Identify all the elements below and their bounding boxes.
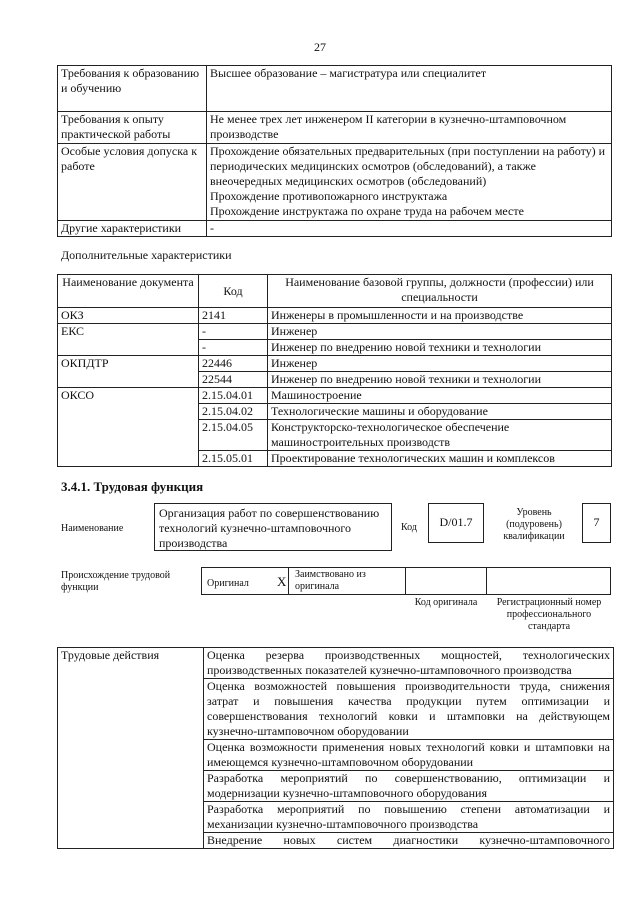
page-number: 27 (314, 40, 326, 54)
header-doc: Наименование документа (58, 275, 199, 308)
action-item: Разработка мероприятий по совершенствованию, оптимизации и модернизации кузнечно-штамповочного оборудования (204, 771, 614, 802)
cell-code: 22446 (199, 356, 268, 372)
function-code-box (428, 503, 484, 543)
header-code: Код (199, 275, 268, 308)
qualification-level-value: 7 (593, 515, 600, 529)
education-label: Требования к образованию и обучению (58, 66, 207, 112)
origin-original-cell (201, 567, 289, 595)
cell-code: - (199, 340, 268, 356)
function-code-label: Код (401, 522, 417, 533)
origin-original-label: Оригинал (207, 578, 249, 589)
reg-number-label: Регистрационный номер профессионального стандарта (496, 597, 602, 632)
origin-label: Происхождение трудовой функции (61, 570, 171, 593)
table-header-row (58, 275, 612, 308)
cell-name: Инженер по внедрению новой техники и технологии (268, 340, 612, 356)
other-value: - (207, 221, 612, 237)
action-item: Оценка возможности применения новых технологий ковки и штамповки на имеющемся кузнечно-штамповочном оборудовании (204, 740, 614, 771)
reg-number-cell (486, 567, 611, 595)
additional-table (57, 274, 612, 467)
table-row (58, 356, 612, 372)
cell-code: 2.15.04.02 (199, 404, 268, 420)
action-item: Внедрение новых систем диагностики кузнечно-штамповочного (204, 833, 614, 849)
action-item: Разработка мероприятий по повышению степени автоматизации и механизации кузнечно-штамповочного производства (204, 802, 614, 833)
qualification-level-box (582, 503, 611, 543)
table-row (58, 308, 612, 324)
cell-name: Проектирование технологических машин и комплексов (268, 451, 612, 467)
cell-name: Технологические машины и оборудование (268, 404, 612, 420)
cell-name: Инженеры в промышленности и на производстве (268, 308, 612, 324)
actions-table (57, 647, 614, 849)
cell-code: 2141 (199, 308, 268, 324)
additional-title: Дополнительные характеристики (61, 248, 232, 262)
cell-doc: ЕКС (58, 324, 199, 356)
table-row (58, 648, 614, 679)
origin-borrowed-cell (288, 567, 406, 595)
header-name: Наименование базовой группы, должности (профессии) или специальности (268, 275, 612, 308)
function-name-label: Наименование (61, 523, 124, 534)
admission-value (207, 144, 612, 221)
cell-name: Инженер по внедрению новой техники и технологии (268, 372, 612, 388)
table-row (58, 144, 612, 221)
cell-name: Конструкторско-технологическое обеспечение машиностроительных производств (268, 420, 612, 451)
origin-borrowed-label: Заимствовано из оригинала (295, 569, 366, 592)
code-original-label: Код оригинала (414, 597, 478, 608)
requirements-table (57, 65, 612, 237)
table-row (58, 324, 612, 340)
origin-mark: X (277, 574, 287, 589)
cell-name: Машиностроение (268, 388, 612, 404)
cell-code: 2.15.04.05 (199, 420, 268, 451)
experience-value: Не менее трех лет инженером II категории в кузнечно-штамповочном производстве (207, 112, 612, 144)
function-name-box (154, 503, 392, 551)
action-item: Оценка возможностей повышения производительности труда, снижения затрат и повышения качества продукции путем оптимизации и совершенствования технологий ковки и штамповки на действующем кузнечно-штамповочном оборудовании (204, 679, 614, 740)
cell-code: 2.15.04.01 (199, 388, 268, 404)
code-original-cell (405, 567, 487, 595)
admission-label: Особые условия допуска к работе (58, 144, 207, 221)
section-title: 3.4.1. Трудовая функция (61, 479, 204, 494)
cell-code: 2.15.05.01 (199, 451, 268, 467)
cell-name: Инженер (268, 356, 612, 372)
function-name-value: Организация работ по совершенствованию технологий кузнечно-штамповочного производства (159, 506, 380, 550)
cell-code: 22544 (199, 372, 268, 388)
cell-name: Инженер (268, 324, 612, 340)
education-value: Высшее образование – магистратура или специалитет (207, 66, 612, 112)
admission-line: Прохождение инструктажа по охране труда на рабочем месте (210, 204, 524, 218)
experience-label: Требования к опыту практической работы (58, 112, 207, 144)
actions-label: Трудовые действия (58, 648, 204, 849)
other-label: Другие характеристики (58, 221, 207, 237)
cell-doc: ОКПДТР (58, 356, 199, 388)
qualification-level-label: Уровень (подуровень) квалификации (503, 507, 565, 542)
table-row (58, 221, 612, 237)
admission-line: Прохождение противопожарного инструктажа (210, 189, 448, 203)
cell-code: - (199, 324, 268, 340)
action-item: Оценка резерва производственных мощностей, технологических производственных показателей кузнечно-штамповочного производства (204, 648, 614, 679)
cell-doc: ОКСО (58, 388, 199, 467)
table-row (58, 66, 612, 112)
table-row (58, 112, 612, 144)
function-code-value: D/01.7 (439, 515, 473, 529)
cell-doc: ОКЗ (58, 308, 199, 324)
table-row (58, 388, 612, 404)
admission-line: Прохождение обязательных предварительных (при поступлении на работу) и периодических медицинских осмотров (обследований), а также внеочередных медицинских осмотров (обследований) (210, 144, 606, 188)
